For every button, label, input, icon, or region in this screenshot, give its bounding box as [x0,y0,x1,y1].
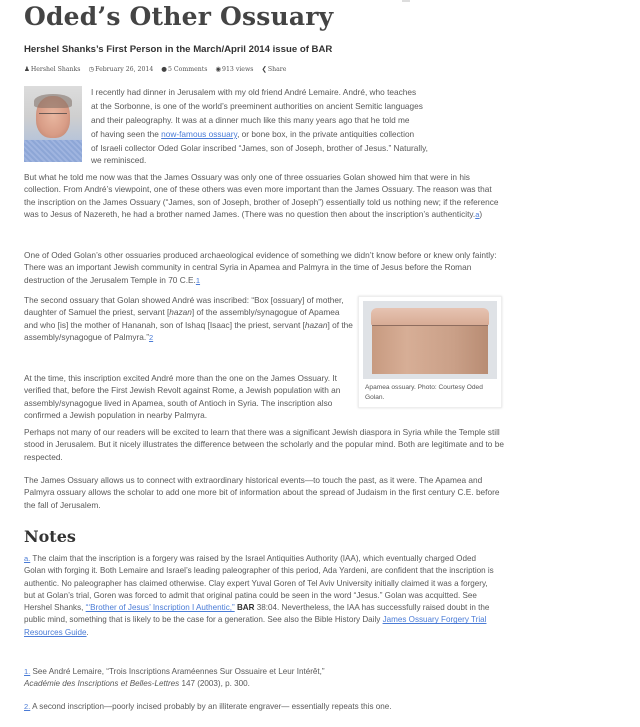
article-title: Oded’s Other Ossuary [24,2,334,31]
paragraph-text: The second ossuary that Golan showed André was inscribed: “Box [ossuary] of mother, daughter of Samuel the priest, servant [ [24,295,344,318]
meta-comments[interactable] [161,65,207,73]
journal-name: BAR [236,603,255,613]
note-text: A second inscription—poorly incised probably by an illiterate engraver— essentially repeats this one. [30,702,392,711]
paragraph-text: ] of the assembly/synagogue of Apamea and who [is] the mother of Hananah, son of Ishaq [Isaac] the priest, servant [ [24,307,340,330]
paragraph-text: ] of the assembly/synagogue of Palmyra.” [24,319,353,342]
user-icon: ♟ [24,65,30,73]
paragraph-other-ossuaries [24,249,508,287]
paragraph-intro-line-3: and their paleography. It was at a dinner much like this many years ago that he told me [91,115,410,125]
note-2 [24,701,496,713]
paragraph-second-ossuary [24,294,354,344]
paragraph-connect-past: The James Ossuary allows us to connect with extraordinary historical events—to touch the past, as it were. The Apamea and Palmyra ossuary allows the scholar to add one more bit of information about the spread of Judaism in the first century C.E. before the fall of Jerusalem. [24,475,500,510]
share-icon: ❮ [261,65,267,73]
notes-heading: Notes [24,527,76,546]
meta-date [88,65,153,73]
comments-icon: ● [161,65,167,73]
paragraph-text: But what he told me now was that the James Ossuary was only one of three ossuaries Golan showed him that were in his collection. From André’s viewpoint, one of these others was even more important than the James Ossuary. The reason was that the inscription on the James Ossuary (“James, son of Joseph, brother of Joseph”) essentially told us nothing new; if the reference was to Jesus of Nazereth, he had a brother named James. (There was no question then about the inscription’s authenticity. [24,172,499,219]
post-date: February 26, 2014 [95,65,154,73]
note-text: See André Lemaire, “Trois Inscriptions Araméennes Sur Ossuaire et Leur Intérêt,” [30,667,325,676]
paragraph-text: ) [479,208,483,219]
author-photo [24,86,82,162]
paragraph-diaspora: Perhaps not many of our readers will be excited to learn that there was a significant Jewish diaspora in Syria while the Temple still stood in Jerusalem. But it nicely illustrates the difference between the scholarly and the popular mind. Both are legitimate and to be respected. [24,427,504,462]
comments-count[interactable]: 5 Comments [167,65,208,73]
now-famous-ossuary-link[interactable]: now-famous ossuary [161,129,238,139]
meta-author[interactable] [24,65,80,73]
note-a [24,553,496,639]
article-meta [24,65,286,73]
paragraph-intro-line-4 [91,128,414,140]
brother-of-jesus-inscription-link[interactable]: “‘Brother of Jesus’ Inscription I Authentic,” [85,603,235,613]
note-text: . [86,627,89,637]
italic-term: hazan [169,307,192,318]
figure-caption: Apamea ossuary. Photo: Courtesy Oded Golan. [365,384,483,401]
intro-text: , or bone box, in the private antiquities collection [237,129,415,139]
note-text: 147 (2003), p. 300. [179,679,250,689]
footnote-ref-1[interactable]: 1 [195,275,201,285]
paragraph-intro-line-1: I recently had dinner in Jerusalem with my old friend André Lemaire. André, who teaches [91,87,417,97]
note-a-backlink[interactable]: a. [24,554,31,563]
views-count: 913 views [222,65,254,73]
share-button[interactable] [261,65,286,73]
clock-icon: ◷ [88,65,95,73]
ossuary-box-shape [372,325,488,374]
intro-text: of having seen the [91,129,162,139]
footnote-ref-2[interactable]: 2 [148,332,154,342]
paragraph-intro-line-5: of Israeli collector Oded Golar inscribed “James, son of Joseph, brother of Jesus.” Naturally, [91,143,428,153]
paragraph-inscription-excited: At the time, this inscription excited André more than the one on the James Ossuary. It verified that, before the First Jewish Revolt against Rome, a Jewish population with an assembly/synagogue lived in Apamea, south of Antioch in Syria. The inscription also confirmed a Jewish population in nearby Palmyra. [24,373,341,420]
james-ossuary-trial-guide-link[interactable]: James Ossuary Forgery Trial Resources Guide [24,615,487,637]
author-name[interactable]: Hershel Shanks [30,65,81,73]
apamea-ossuary-figure [358,296,502,408]
meta-views [215,65,253,73]
paragraph-intro-line-2: at the Sorbonne, is one of the world’s preeminent authorities on ancient Semitic languages [91,101,423,111]
photo-hair [34,94,72,108]
article-subtitle: Hershel Shanks’s First Person in the March/April 2014 issue of BAR [24,44,333,55]
footnote-ref-a[interactable]: a [475,209,480,219]
note-1 [24,666,496,691]
note-text: 38:04. Nevertheless, the IAA has successfully raised doubt in the public mind, something that is likely to be the case for a generation. See also the Bible History Daily [24,603,490,625]
top-divider-mark [402,0,410,2]
ossuary-lid-shape [371,308,489,325]
note-text: The claim that the inscription is a forgery was raised by the Israel Antiquities Authority (IAA), which eventually charged Oded Golan with forging it. Both Lemaire and Israel’s leading paleographer of this period, Ada Yardeni, are confident that the inscription is authentic. No paleographer has claimed otherwise. Clay expert Yuval Goren of Tel Aviv University initially claimed it was a forgery, but at Golan’s trial, Goren was forced to admit that original patina could be seen in the word “Jesus.” Golan was acquitted. See Hershel Shanks, [24,554,494,613]
ossuary-photo[interactable] [363,301,497,379]
photo-glasses [39,113,67,119]
photo-shirt [24,140,82,162]
share-label[interactable]: Share [267,65,287,73]
paragraph-james-ossuary [24,171,504,221]
paragraph-intro-line-6: we reminisced. [91,155,147,165]
eye-icon: ◉ [215,65,222,73]
paragraph-text: One of Oded Golan’s other ossuaries produced archaeological evidence of something we didn’t know before or knew only faintly: There was an important Jewish community in central Syria in Apamea and Palmyra in the time of Jesus before the Roman destruction of the Jerusalem Temple in 70 C.E. [24,250,497,285]
note-1-backlink[interactable]: 1. [24,667,31,676]
note-2-backlink[interactable]: 2. [24,702,31,711]
italic-term: hazan [304,319,328,330]
journal-title: Académie des Inscriptions et Belles-Lettres [24,679,180,689]
